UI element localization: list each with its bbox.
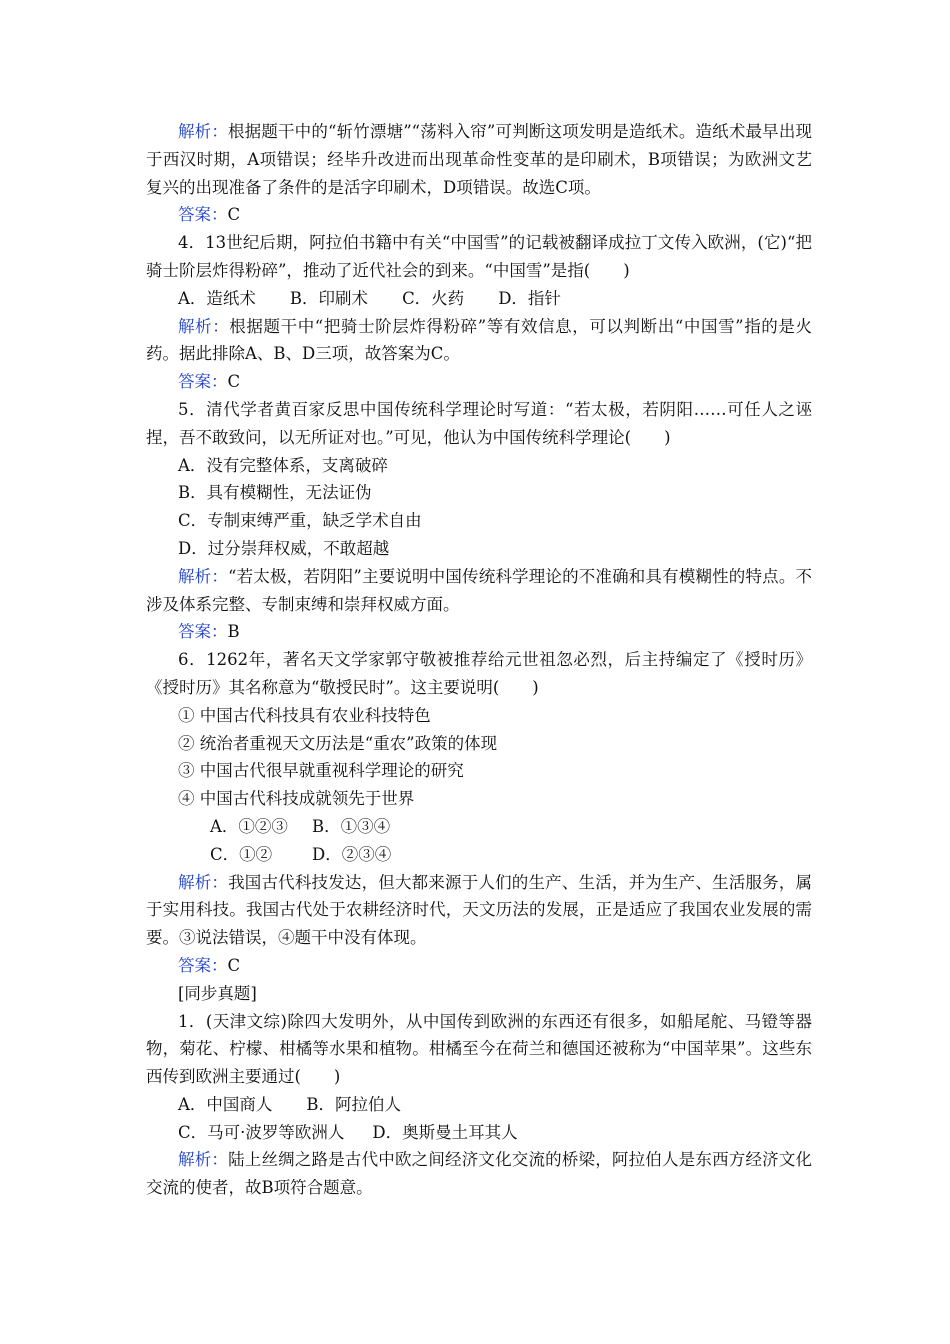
answer-value: B bbox=[227, 622, 240, 642]
q6-options-row-2 bbox=[146, 841, 812, 869]
answer-label: 答案： bbox=[178, 372, 228, 392]
answer-label: 答案： bbox=[178, 955, 228, 975]
t1-options-row-2 bbox=[146, 1119, 812, 1147]
q3-explanation bbox=[146, 118, 812, 201]
option-a: A．中国商人 bbox=[178, 1094, 273, 1114]
option-b: B．阿拉伯人 bbox=[306, 1094, 402, 1114]
option-d: D．奥斯曼土耳其人 bbox=[372, 1122, 518, 1142]
answer-value: C bbox=[227, 372, 241, 392]
option-d: D．指针 bbox=[498, 288, 561, 308]
section-heading: [同步真题] bbox=[178, 983, 257, 1003]
q5-stem: 5．清代学者黄百家反思中国传统科学理论时写道：“若太极，若阴阳……可任人之诬捏，吾不敢致问，以无所证对也。”可见，他认为中国传统科学理论( ) bbox=[146, 399, 812, 447]
explanation-label: 解析： bbox=[178, 566, 229, 586]
q5-answer bbox=[146, 618, 812, 646]
explanation-text: 根据题干中“把骑士阶层炸得粉碎”等有效信息，可以判断出“中国雪”指的是火药。据此排除A、B、D三项，故答案为C。 bbox=[146, 316, 812, 364]
explanation-label: 解析： bbox=[178, 316, 230, 336]
q6-item-1: ① 中国古代科技具有农业科技特色 bbox=[178, 705, 431, 725]
option-b: B．①③④ bbox=[312, 816, 391, 836]
answer-value: C bbox=[227, 955, 241, 975]
q6-item-2: ② 统治者重视天文历法是“重农”政策的体现 bbox=[178, 733, 498, 753]
explanation-label: 解析： bbox=[178, 872, 229, 892]
option-b: B．印刷术 bbox=[289, 288, 369, 308]
q4-options bbox=[146, 285, 812, 313]
option-a: A．造纸术 bbox=[178, 288, 256, 308]
q6-item-3: ③ 中国古代很早就重视科学理论的研究 bbox=[178, 761, 464, 781]
q5-option-c: C．专制束缚严重，缺乏学术自由 bbox=[178, 511, 422, 531]
q4-explanation bbox=[146, 313, 812, 369]
q5-option-b: B．具有模糊性，无法证伪 bbox=[178, 483, 372, 503]
option-a: A．①②③ bbox=[210, 816, 288, 836]
option-d: D．②③④ bbox=[312, 844, 392, 864]
explanation-text: 我国古代科技发达，但大都来源于人们的生产、生活，并为生产、生活服务，属于实用科技。我国古代处于农耕经济时代，天文历法的发展，正是适应了我国农业发展的需要。③说法错误，④题干中没有体现。 bbox=[146, 872, 813, 948]
answer-value: C bbox=[227, 205, 241, 225]
option-c: C．马可·波罗等欧洲人 bbox=[178, 1122, 345, 1142]
explanation-text: 根据题干中的“斩竹漂塘”“荡料入帘”可判断这项发明是造纸术。造纸术最早出现于西汉时期，A项错误；经毕升改进而出现革命性变革的是印刷术，B项错误；为欧洲文艺复兴的出现准备了条件的是活字印刷术，D项错误。故选C项。 bbox=[146, 122, 812, 197]
q4-stem: 4．13世纪后期，阿拉伯书籍中有关“中国雪”的记载被翻译成拉丁文传入欧洲，(它)“把骑士阶层炸得粉碎”，推动了近代社会的到来。“中国雪”是指( ) bbox=[146, 233, 812, 280]
answer-label: 答案： bbox=[178, 205, 228, 225]
explanation-text: “若太极，若阴阳”主要说明中国传统科学理论的不准确和具有模糊性的特点。不涉及体系完整、专制束缚和崇拜权威方面。 bbox=[146, 566, 813, 614]
option-c: C．火药 bbox=[402, 288, 465, 308]
t1-options-row-1 bbox=[146, 1091, 812, 1119]
t1-stem: 1．(天津文综)除四大发明外，从中国传到欧洲的东西还有很多，如船尾舵、马镫等器物，菊花、柠檬、柑橘等水果和植物。柑橘至今在荷兰和德国还被称为“中国苹果”。这些东西传到欧洲主要通过( ) bbox=[146, 1011, 812, 1087]
document-body bbox=[146, 118, 812, 1202]
q6-options-row-1 bbox=[146, 813, 812, 841]
q6-stem: 6．1262年，著名天文学家郭守敬被推荐给元世祖忽必烈，后主持编定了《授时历》《授时历》其名称意为“敬授民时”。这主要说明( ) bbox=[146, 650, 812, 697]
q6-item-4: ④ 中国古代科技成就领先于世界 bbox=[178, 789, 415, 809]
t1-explanation bbox=[146, 1146, 812, 1202]
q6-explanation bbox=[146, 869, 812, 952]
q4-answer bbox=[146, 368, 812, 396]
option-c: C．①② bbox=[210, 844, 273, 864]
answer-label: 答案： bbox=[178, 622, 228, 642]
q3-answer bbox=[146, 201, 812, 229]
explanation-label: 解析： bbox=[178, 122, 228, 141]
q5-option-d: D．过分崇拜权威，不敢超越 bbox=[178, 538, 390, 558]
q5-option-a: A．没有完整体系，支离破碎 bbox=[178, 455, 388, 475]
explanation-label: 解析： bbox=[178, 1150, 229, 1170]
q5-explanation bbox=[146, 563, 812, 619]
q6-answer bbox=[146, 952, 812, 980]
explanation-text: 陆上丝绸之路是古代中欧之间经济文化交流的桥梁，阿拉伯人是东西方经济文化交流的使者，故B项符合题意。 bbox=[146, 1150, 813, 1198]
